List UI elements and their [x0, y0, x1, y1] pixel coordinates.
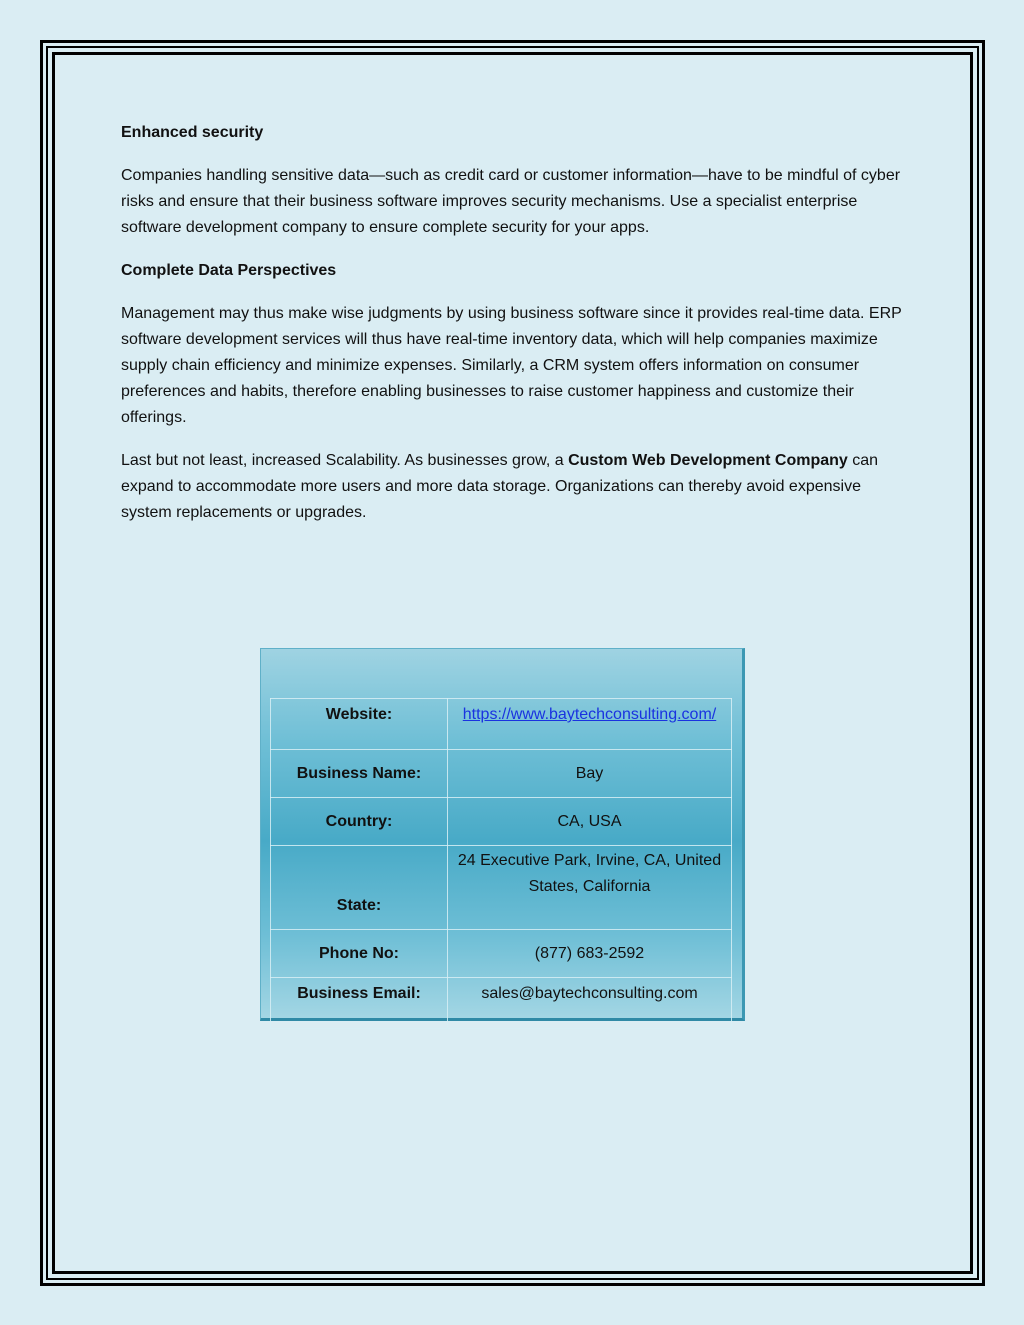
business-info-card: [260, 648, 745, 1021]
website-label: Website:: [271, 699, 448, 750]
paragraph-enhanced-security: Companies handling sensitive data—such as credit card or customer information—have to be mindful of cyber risks and ensure that their business software improves security mechanisms. Use a specialist enterprise software development company to ensure complete security for your apps.: [121, 167, 901, 236]
table-row-state: [271, 846, 732, 930]
document-body: [121, 120, 911, 543]
country-value: CA, USA: [448, 798, 732, 846]
email-label: Business Email:: [271, 978, 448, 1029]
state-label: State:: [271, 846, 448, 930]
phone-value: (877) 683-2592: [448, 930, 732, 978]
table-row-phone: [271, 930, 732, 978]
custom-web-development-company: Custom Web Development Company: [568, 452, 848, 469]
state-value: 24 Executive Park, Irvine, CA, United States, California: [448, 846, 732, 930]
business-name-value: Bay: [448, 750, 732, 798]
heading-complete-data-perspectives: Complete Data Perspectives: [121, 262, 337, 279]
table-row-business-name: [271, 750, 732, 798]
heading-enhanced-security: Enhanced security: [121, 124, 264, 141]
scalability-rest: can expand to accommodate more users and more data storage. Organizations can thereby avoid expensive system replacements or upgrades.: [121, 452, 879, 521]
website-link[interactable]: https://www.baytechconsulting.com/: [462, 706, 717, 723]
paragraph-complete-data-perspectives: Management may thus make wise judgments by using business software since it provides real-time data. ERP software development services will thus have real-time inventory data, which will help companies maximize supply chain efficiency and minimize expenses. Similarly, a CRM system offers information on consumer preferences and habits, therefore enabling businesses to raise customer happiness and customize their offerings.: [121, 305, 902, 426]
paragraph-scalability: [121, 448, 911, 526]
table-row-email: [271, 978, 732, 1029]
table-row-website: [271, 699, 732, 750]
email-value: sales@baytechconsulting.com: [448, 978, 732, 1029]
country-label: Country:: [271, 798, 448, 846]
business-name-label: Business Name:: [271, 750, 448, 798]
table-row-country: [271, 798, 732, 846]
scalability-intro: Last but not least, increased Scalability. As businesses grow, a: [121, 452, 569, 469]
business-info-table: [270, 698, 732, 1029]
website-cell: [448, 699, 732, 750]
phone-label: Phone No:: [271, 930, 448, 978]
